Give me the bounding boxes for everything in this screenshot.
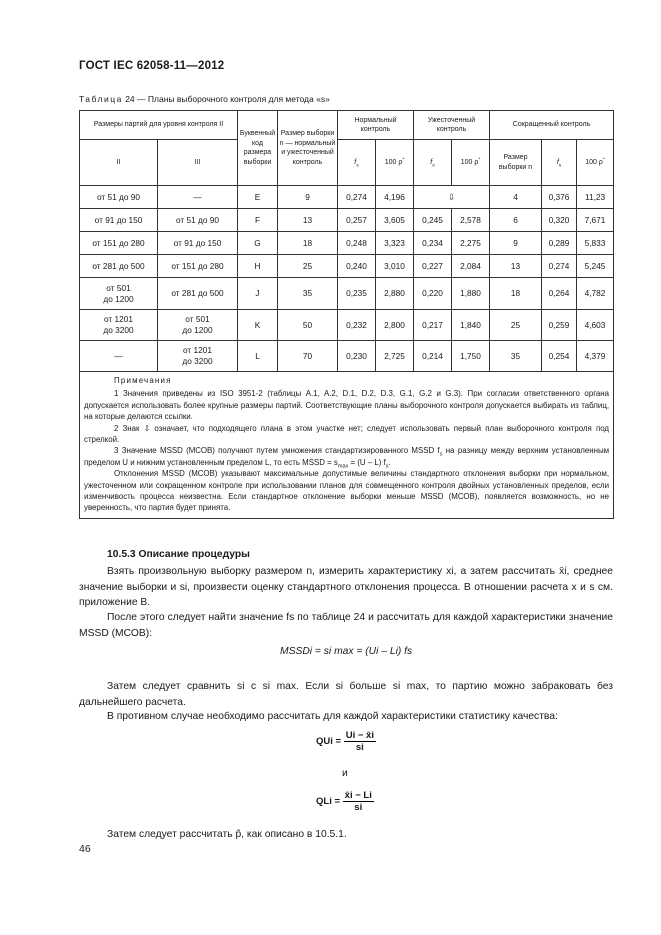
table-row [80, 310, 614, 341]
cell-normal-fs: 0,230 [338, 341, 376, 372]
cell-normal-p: 3,323 [376, 232, 414, 255]
cell-reduced-n: 4 [490, 186, 542, 209]
paragraph-2: После этого следует найти значение fs по таблице 24 и рассчитать для каждой характеристики значение MSSD (МСОВ): [79, 612, 613, 639]
cell-reduced-p: 11,23 [577, 186, 614, 209]
arrow-down-icon: ⇩ [414, 186, 490, 209]
cell-n: 9 [278, 186, 338, 209]
cell-n: 18 [278, 232, 338, 255]
header-col-III: III [158, 140, 238, 186]
cell-reduced-fs: 0,289 [542, 232, 577, 255]
cell-normal-p: 2,725 [376, 341, 414, 372]
header-reduced: Сокращенный контроль [490, 111, 614, 140]
cell-reduced-fs: 0,254 [542, 341, 577, 372]
cell-lot-III: от 1201 до 3200 [158, 341, 238, 372]
table-notes [80, 372, 614, 519]
cell-normal-fs: 0,235 [338, 278, 376, 310]
cell-reduced-fs: 0,376 [542, 186, 577, 209]
cell-code: F [238, 209, 278, 232]
header-tightened-p: 100 ρ* [452, 140, 490, 186]
cell-lot-III: — [158, 186, 238, 209]
cell-tightened-fs: 0,245 [414, 209, 452, 232]
paragraph-3: Затем следует сравнить si с si max. Если si больше si max, то партию можно забраковать без дальнейшего расчета. [79, 681, 613, 708]
document-header: ГОСТ IEC 62058-11—2012 [79, 60, 225, 72]
note-3: 3 Значение MSSD (МСОВ) получают путем умножения стандартизированного MSSD $f_s$ на разницу между верхним установленным пределом U и нижним установленным пределом L, то есть MSSD = $s_{max} = (U - L)$ $f_s$. [84, 446, 610, 470]
cell-normal-p: 2,880 [376, 278, 414, 310]
cell-normal-fs: 0,248 [338, 232, 376, 255]
cell-lot-III: от 501 до 1200 [158, 310, 238, 341]
paragraph-4: В противном случае необходимо рассчитать для каждой характеристики статистику качества: [107, 711, 558, 722]
cell-tightened-p: 2,084 [452, 255, 490, 278]
note-1: 1 Значения приведены из ISO 3951-2 (таблицы A.1, A.2, D.1, D.2, D.3, G.1, G.2 и G.3). При согласии ответственного органа допускается использовать более крупные размеры партий. Соответствующие планы выборочного контроля допускается выбирать из таблиц, на которые делаются ссылки. [84, 389, 610, 422]
header-tightened: Ужесточенный контроль [414, 111, 490, 140]
cell-normal-p: 3,605 [376, 209, 414, 232]
cell-normal-fs: 0,274 [338, 186, 376, 209]
cell-lot-II: — [80, 341, 158, 372]
cell-n: 70 [278, 341, 338, 372]
header-sample-size: Размер выборки n — нормальный и ужесточенный контроль [278, 111, 338, 186]
cell-code: J [238, 278, 278, 310]
cell-normal-p: 4,196 [376, 186, 414, 209]
header-reduced-fs: $f_s$ [542, 140, 577, 186]
cell-tightened-p: 1,840 [452, 310, 490, 341]
cell-code: G [238, 232, 278, 255]
cell-code: L [238, 341, 278, 372]
cell-lot-III: от 91 до 150 [158, 232, 238, 255]
cell-lot-III: от 281 до 500 [158, 278, 238, 310]
cell-lot-II: от 51 до 90 [80, 186, 158, 209]
cell-tightened-p: 2,578 [452, 209, 490, 232]
notes-title: Примечания [114, 376, 172, 385]
cell-n: 35 [278, 278, 338, 310]
header-normal-p: 100 ρ* [376, 140, 414, 186]
cell-reduced-n: 9 [490, 232, 542, 255]
cell-tightened-fs: 0,214 [414, 341, 452, 372]
cell-normal-fs: 0,232 [338, 310, 376, 341]
cell-reduced-fs: 0,320 [542, 209, 577, 232]
table-caption-number: 24 [125, 94, 135, 104]
cell-normal-fs: 0,240 [338, 255, 376, 278]
header-col-II: II [80, 140, 158, 186]
cell-reduced-p: 7,671 [577, 209, 614, 232]
cell-normal-p: 3,010 [376, 255, 414, 278]
table-row [80, 209, 614, 232]
cell-lot-III: от 51 до 90 [158, 209, 238, 232]
cell-reduced-p: 5,245 [577, 255, 614, 278]
note-2: 2 Знак ⇩ означает, что подходящего плана в этом участке нет; следует использовать первый план выборочного контроля под стрелкой. [84, 423, 610, 445]
cell-code: E [238, 186, 278, 209]
formula-qu: QUi = $\frac{Ui - x̄i}{si}$ [316, 730, 374, 753]
formula-ql: QLi = $\frac{x̄i - Li}{si}$ [316, 790, 372, 813]
cell-code: H [238, 255, 278, 278]
cell-tightened-fs: 0,234 [414, 232, 452, 255]
cell-lot-III: от 151 до 280 [158, 255, 238, 278]
table-row [80, 186, 614, 209]
paragraph-5: Затем следует рассчитать p̂, как описано в 10.5.1. [107, 829, 347, 840]
cell-reduced-n: 13 [490, 255, 542, 278]
cell-n: 50 [278, 310, 338, 341]
table-caption-label: Таблица [79, 94, 123, 104]
cell-lot-II: от 151 до 280 [80, 232, 158, 255]
page-number: 46 [79, 843, 91, 855]
cell-reduced-p: 4,603 [577, 310, 614, 341]
cell-reduced-n: 18 [490, 278, 542, 310]
table-row [80, 232, 614, 255]
table-caption [79, 94, 330, 104]
header-reduced-sample: Размер выборки n [490, 140, 542, 186]
cell-normal-fs: 0,257 [338, 209, 376, 232]
cell-lot-II: от 501 до 1200 [80, 278, 158, 310]
header-letter-code: Буквенный код размера выборки [238, 111, 278, 186]
header-reduced-p: 100 ρ* [577, 140, 614, 186]
cell-reduced-n: 25 [490, 310, 542, 341]
cell-tightened-p: 1,750 [452, 341, 490, 372]
cell-reduced-fs: 0,264 [542, 278, 577, 310]
cell-reduced-fs: 0,274 [542, 255, 577, 278]
cell-lot-II: от 1201 до 3200 [80, 310, 158, 341]
header-normal-fs: $f_s$ [338, 140, 376, 186]
table-caption-text: — Планы выборочного контроля для метода «s» [137, 94, 330, 104]
cell-tightened-fs: 0,217 [414, 310, 452, 341]
cell-reduced-p: 5,833 [577, 232, 614, 255]
cell-lot-II: от 281 до 500 [80, 255, 158, 278]
cell-code: K [238, 310, 278, 341]
cell-reduced-p: 4,379 [577, 341, 614, 372]
note-4: Отклонения MSSD (МСОВ) указывают максимальные допустимые величины стандартного отклонения выборки при нормальном, ужесточенном или сокращенном контроле при использовании планов для совмещенного контроля двойных установленных пределов, если изменчивость процесса неизвестна. Если стандартное отклонение выборки меньше MSSD (МСОВ), появляется возможность, но не уверенность, что партия будет принята. [84, 469, 610, 513]
sampling-plans-table [79, 110, 614, 519]
cell-normal-p: 2,800 [376, 310, 414, 341]
cell-lot-II: от 91 до 150 [80, 209, 158, 232]
cell-tightened-p: 1,880 [452, 278, 490, 310]
table-row [80, 278, 614, 310]
cell-tightened-fs: 0,220 [414, 278, 452, 310]
header-tightened-fs: $f_s$ [414, 140, 452, 186]
cell-n: 25 [278, 255, 338, 278]
cell-reduced-p: 4,782 [577, 278, 614, 310]
cell-n: 13 [278, 209, 338, 232]
header-normal: Нормальный контроль [338, 111, 414, 140]
cell-reduced-fs: 0,259 [542, 310, 577, 341]
header-lot-sizes: Размеры партий для уровня контроля II [80, 111, 238, 140]
cell-reduced-n: 6 [490, 209, 542, 232]
table-row [80, 341, 614, 372]
paragraph-1: Взять произвольную выборку размером n, измерить характеристику xi, а затем рассчитать x̄i, среднее значение выборки и si, произвести оценку стандартного отклонения процесса. В отношении расчета x и s см. приложение В. [79, 566, 613, 608]
formula-and: и [342, 768, 348, 779]
cell-tightened-p: 2,275 [452, 232, 490, 255]
table-row [80, 255, 614, 278]
cell-tightened-fs: 0,227 [414, 255, 452, 278]
section-title: 10.5.3 Описание процедуры [107, 549, 250, 560]
cell-reduced-n: 35 [490, 341, 542, 372]
formula-mssd: MSSDi = si max = (Ui – Li) fs [280, 646, 413, 657]
